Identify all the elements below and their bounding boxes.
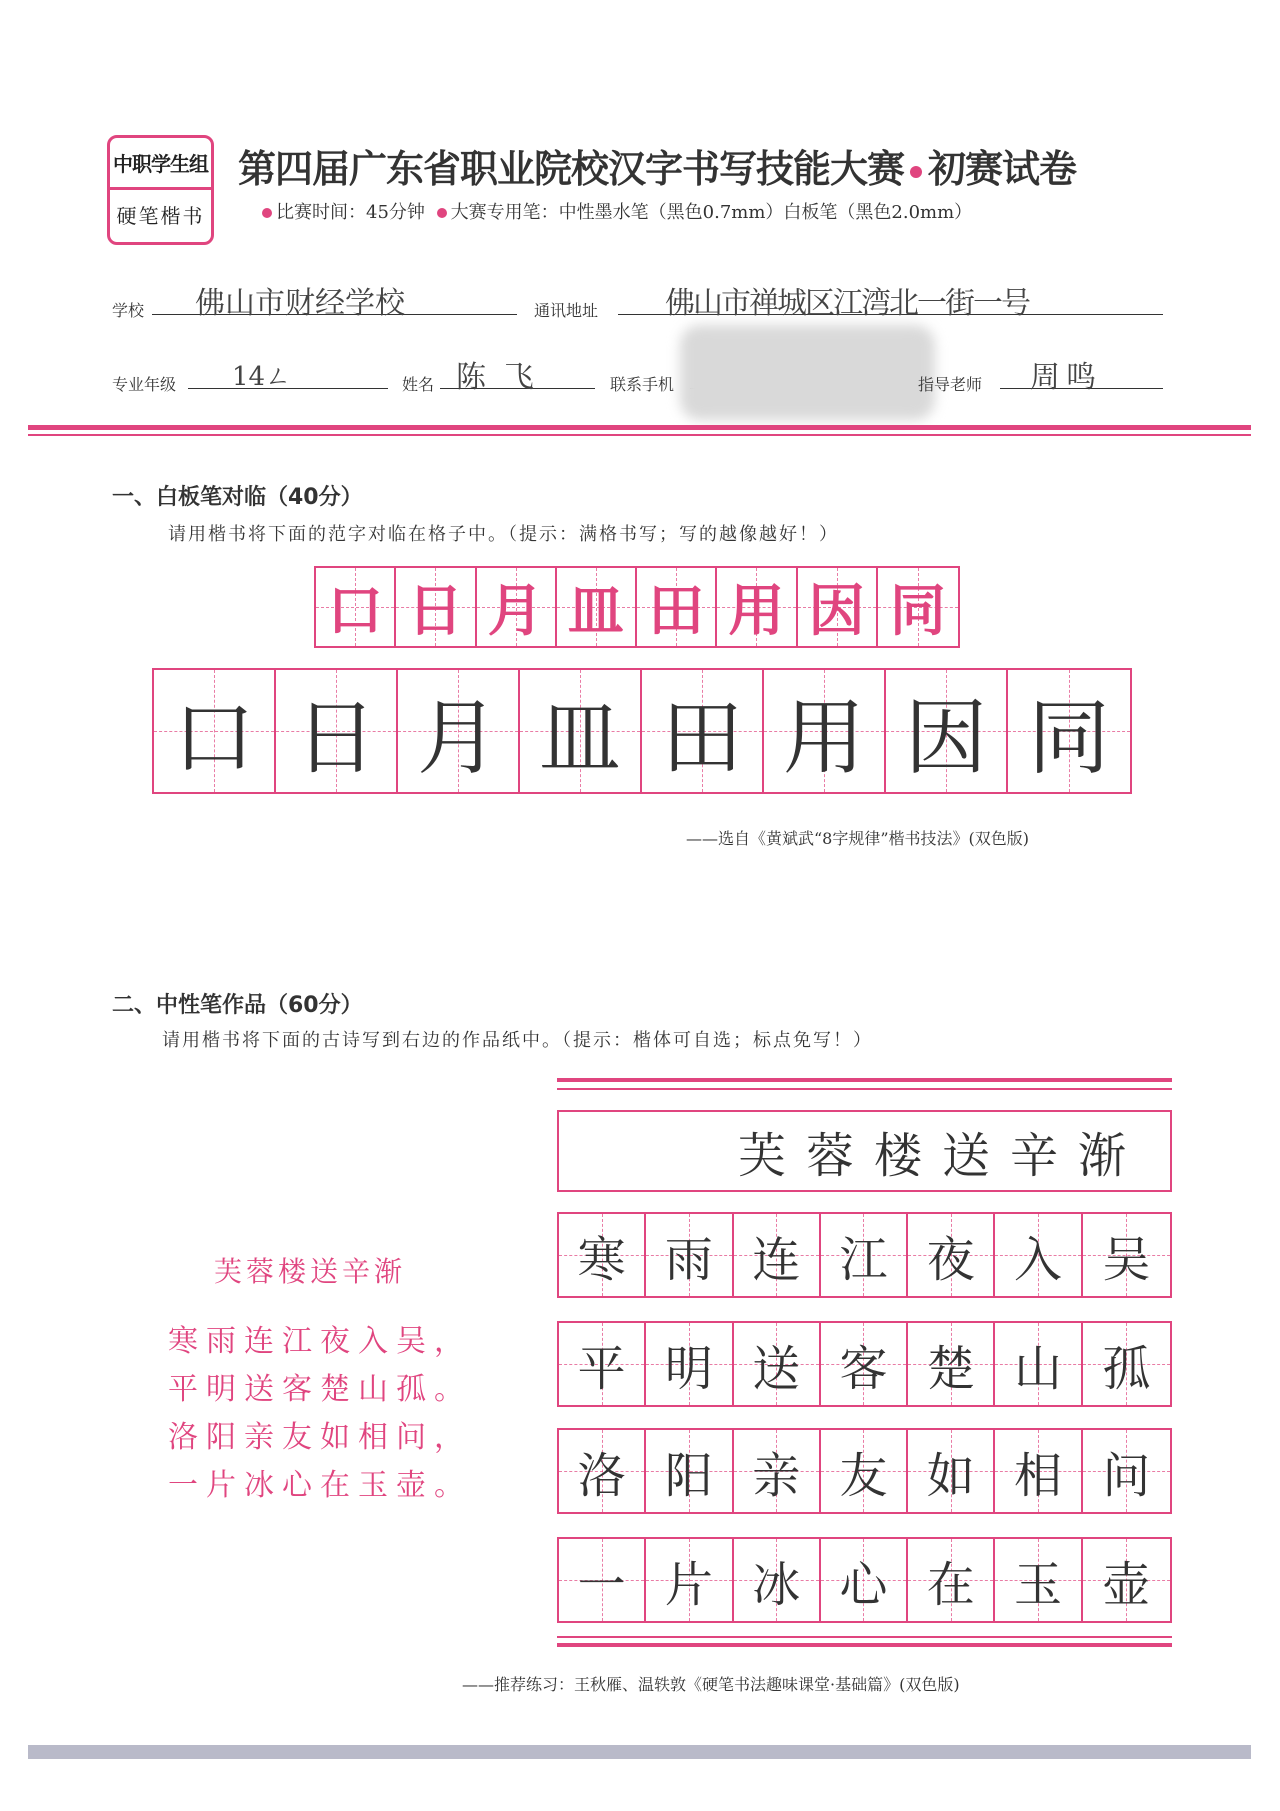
address-value[interactable]: 佛山市禅城区江湾北一街一号: [665, 286, 1029, 321]
poem-cell[interactable]: [908, 1539, 995, 1621]
model-cell[interactable]: [396, 568, 476, 646]
badge-bottom-label: 硬笔楷书: [116, 204, 205, 228]
grid-character: 连: [752, 1231, 801, 1288]
exam-info: [262, 198, 972, 224]
poem-cell[interactable]: [646, 1323, 733, 1405]
title-main: 第四届广东省职业院校汉字书写技能大赛: [238, 147, 905, 191]
category-badge: [107, 135, 214, 245]
grid-character: 山: [1014, 1340, 1063, 1397]
name-label: 姓名: [402, 375, 435, 394]
grid-character: 寒: [577, 1231, 626, 1288]
section2-source: ——推荐练习：王秋雁、温轶敦《硬笔书法趣味课堂·基础篇》(双色版): [462, 1675, 960, 1694]
teacher-label: 指导老师: [918, 375, 983, 394]
grid-character: 用: [728, 579, 785, 644]
school-value[interactable]: 佛山市财经学校: [195, 286, 405, 321]
section2-title: 二、中性笔作品（60分）: [112, 993, 363, 1018]
model-cell[interactable]: [316, 568, 396, 646]
grid-character: 口: [327, 579, 384, 644]
poem-cell[interactable]: [908, 1323, 995, 1405]
writing-cell[interactable]: [764, 670, 886, 792]
address-label: 通讯地址: [534, 301, 599, 320]
poem-cell[interactable]: [821, 1539, 908, 1621]
section1-title: 一、白板笔对临（40分）: [112, 485, 363, 510]
grid-character: 夜: [926, 1231, 975, 1288]
poem-cell[interactable]: [646, 1214, 733, 1296]
paper-bottom-rule: [557, 1643, 1172, 1647]
grid-character: 片: [664, 1556, 713, 1613]
writing-grid[interactable]: [152, 668, 1132, 794]
writing-cell[interactable]: [520, 670, 642, 792]
grid-character: 皿: [538, 690, 621, 786]
grid-character: 皿: [567, 579, 624, 644]
page-title: [238, 138, 1076, 193]
poem-cell[interactable]: [821, 1430, 908, 1512]
model-cell[interactable]: [557, 568, 637, 646]
poem-cell[interactable]: [646, 1430, 733, 1512]
grid-character: 平: [577, 1340, 626, 1397]
grid-character: 客: [839, 1340, 888, 1397]
grid-character: 亲: [752, 1447, 801, 1504]
bottom-bar: [28, 1745, 1251, 1759]
grid-character: 因: [808, 579, 865, 644]
poem-cell[interactable]: [646, 1539, 733, 1621]
phone-redaction: [680, 325, 935, 420]
poem-cell[interactable]: [995, 1214, 1082, 1296]
grid-character: 同: [889, 579, 946, 644]
grid-character: 田: [648, 579, 705, 644]
poem-cell[interactable]: [559, 1214, 646, 1296]
poem-cell[interactable]: [559, 1430, 646, 1512]
poem-cell[interactable]: [821, 1323, 908, 1405]
grid-character: 心: [839, 1556, 888, 1613]
grid-character: 明: [664, 1340, 713, 1397]
grid-character: 玉: [1014, 1556, 1063, 1613]
poem-row-grid[interactable]: [557, 1321, 1172, 1407]
writing-cell[interactable]: [642, 670, 764, 792]
grid-character: 入: [1014, 1231, 1063, 1288]
poem-row-grid[interactable]: [557, 1537, 1172, 1623]
poem-cell[interactable]: [1083, 1214, 1170, 1296]
name-value[interactable]: 陈飞: [456, 360, 552, 395]
grid-character: 友: [839, 1447, 888, 1504]
poem-cell[interactable]: [1083, 1323, 1170, 1405]
section1-instruction: 请用楷书将下面的范字对临在格子中。（提示：满格书写；写的越像越好！）: [168, 524, 839, 545]
poem-row-grid[interactable]: [557, 1212, 1172, 1298]
grid-character: 阳: [664, 1447, 713, 1504]
writing-cell[interactable]: [276, 670, 398, 792]
poem-line: 平明送客楚山孤。: [168, 1372, 472, 1407]
model-cell[interactable]: [717, 568, 797, 646]
grid-character: 相: [1014, 1447, 1063, 1504]
grid-character: 因: [904, 690, 987, 786]
model-cell[interactable]: [878, 568, 958, 646]
poem-cell[interactable]: [559, 1539, 646, 1621]
grid-character: 同: [1027, 690, 1110, 786]
grid-character: 月: [487, 579, 544, 644]
time-info: 比赛时间：45分钟: [276, 202, 425, 223]
grid-character: 洛: [577, 1447, 626, 1504]
model-cell[interactable]: [477, 568, 557, 646]
poem-text: [168, 1318, 472, 1510]
grid-character: 楚: [926, 1340, 975, 1397]
poem-cell[interactable]: [1083, 1539, 1170, 1621]
grid-character: 江: [839, 1231, 888, 1288]
poem-cell[interactable]: [559, 1323, 646, 1405]
dot-icon: [262, 208, 272, 218]
poem-cell[interactable]: [734, 1539, 821, 1621]
grid-character: 口: [172, 690, 255, 786]
grid-character: 问: [1102, 1447, 1151, 1504]
model-cell[interactable]: [798, 568, 878, 646]
writing-cell[interactable]: [398, 670, 520, 792]
model-grid: [314, 566, 960, 648]
badge-top-label: 中职学生组: [110, 138, 211, 190]
grid-character: 如: [926, 1447, 975, 1504]
dot-icon: [437, 208, 447, 218]
poem-cell[interactable]: [734, 1323, 821, 1405]
grid-character: 孤: [1102, 1340, 1151, 1397]
poem-cell[interactable]: [995, 1539, 1082, 1621]
grid-character: 壶: [1102, 1556, 1151, 1613]
poem-line: 寒雨连江夜入吴，: [168, 1324, 472, 1359]
section1-source: ——选自《黄斌武“8字规律”楷书技法》(双色版): [686, 829, 1030, 848]
phone-label: 联系手机: [610, 375, 675, 394]
poem-title: 芙蓉楼送辛渐: [214, 1255, 407, 1288]
grid-character: 雨: [664, 1231, 713, 1288]
written-title-box[interactable]: [557, 1110, 1172, 1192]
section2-instruction: 请用楷书将下面的古诗写到右边的作品纸中。（提示：楷体可自选；标点免写！）: [162, 1030, 873, 1051]
poem-row-grid[interactable]: [557, 1428, 1172, 1514]
poem-cell[interactable]: [821, 1214, 908, 1296]
grid-character: 在: [926, 1556, 975, 1613]
poem-cell[interactable]: [908, 1214, 995, 1296]
poem-line: 一片冰心在玉壶。: [168, 1468, 472, 1503]
grid-character: 一: [577, 1556, 626, 1613]
grid-character: 田: [660, 690, 743, 786]
grade-label: 专业年级: [112, 375, 177, 394]
header-divider: [28, 425, 1251, 430]
writing-cell[interactable]: [1008, 670, 1130, 792]
poem-cell[interactable]: [734, 1430, 821, 1512]
poem-line: 洛阳亲友如相问，: [168, 1420, 472, 1455]
paper-top-rule-thin: [557, 1088, 1172, 1090]
grid-character: 用: [782, 690, 865, 786]
poem-cell[interactable]: [1083, 1430, 1170, 1512]
pen-info: 大赛专用笔：中性墨水笔（黑色0.7mm）白板笔（黑色2.0mm）: [450, 202, 973, 223]
grid-character: 送: [752, 1340, 801, 1397]
grid-character: 日: [407, 579, 464, 644]
paper-bottom-rule-thin: [557, 1636, 1172, 1638]
model-cell[interactable]: [637, 568, 717, 646]
dot-icon: [910, 166, 922, 178]
grid-character: 月: [416, 690, 499, 786]
writing-cell[interactable]: [886, 670, 1008, 792]
grid-character: 日: [294, 690, 377, 786]
written-title: 芙蓉楼送辛渐: [737, 1127, 1146, 1184]
school-label: 学校: [112, 301, 145, 320]
poem-cell[interactable]: [995, 1323, 1082, 1405]
writing-cell[interactable]: [154, 670, 276, 792]
poem-cell[interactable]: [734, 1214, 821, 1296]
grid-character: 吴: [1102, 1231, 1151, 1288]
teacher-value[interactable]: 周鸣: [1030, 360, 1102, 395]
poem-cell[interactable]: [908, 1430, 995, 1512]
header-divider-thin: [28, 434, 1251, 436]
paper-top-rule: [557, 1078, 1172, 1082]
grid-character: 冰: [752, 1556, 801, 1613]
grade-value[interactable]: 14ㄥ: [232, 362, 292, 392]
poem-cell[interactable]: [995, 1430, 1082, 1512]
title-suffix: 初赛试卷: [928, 147, 1077, 191]
